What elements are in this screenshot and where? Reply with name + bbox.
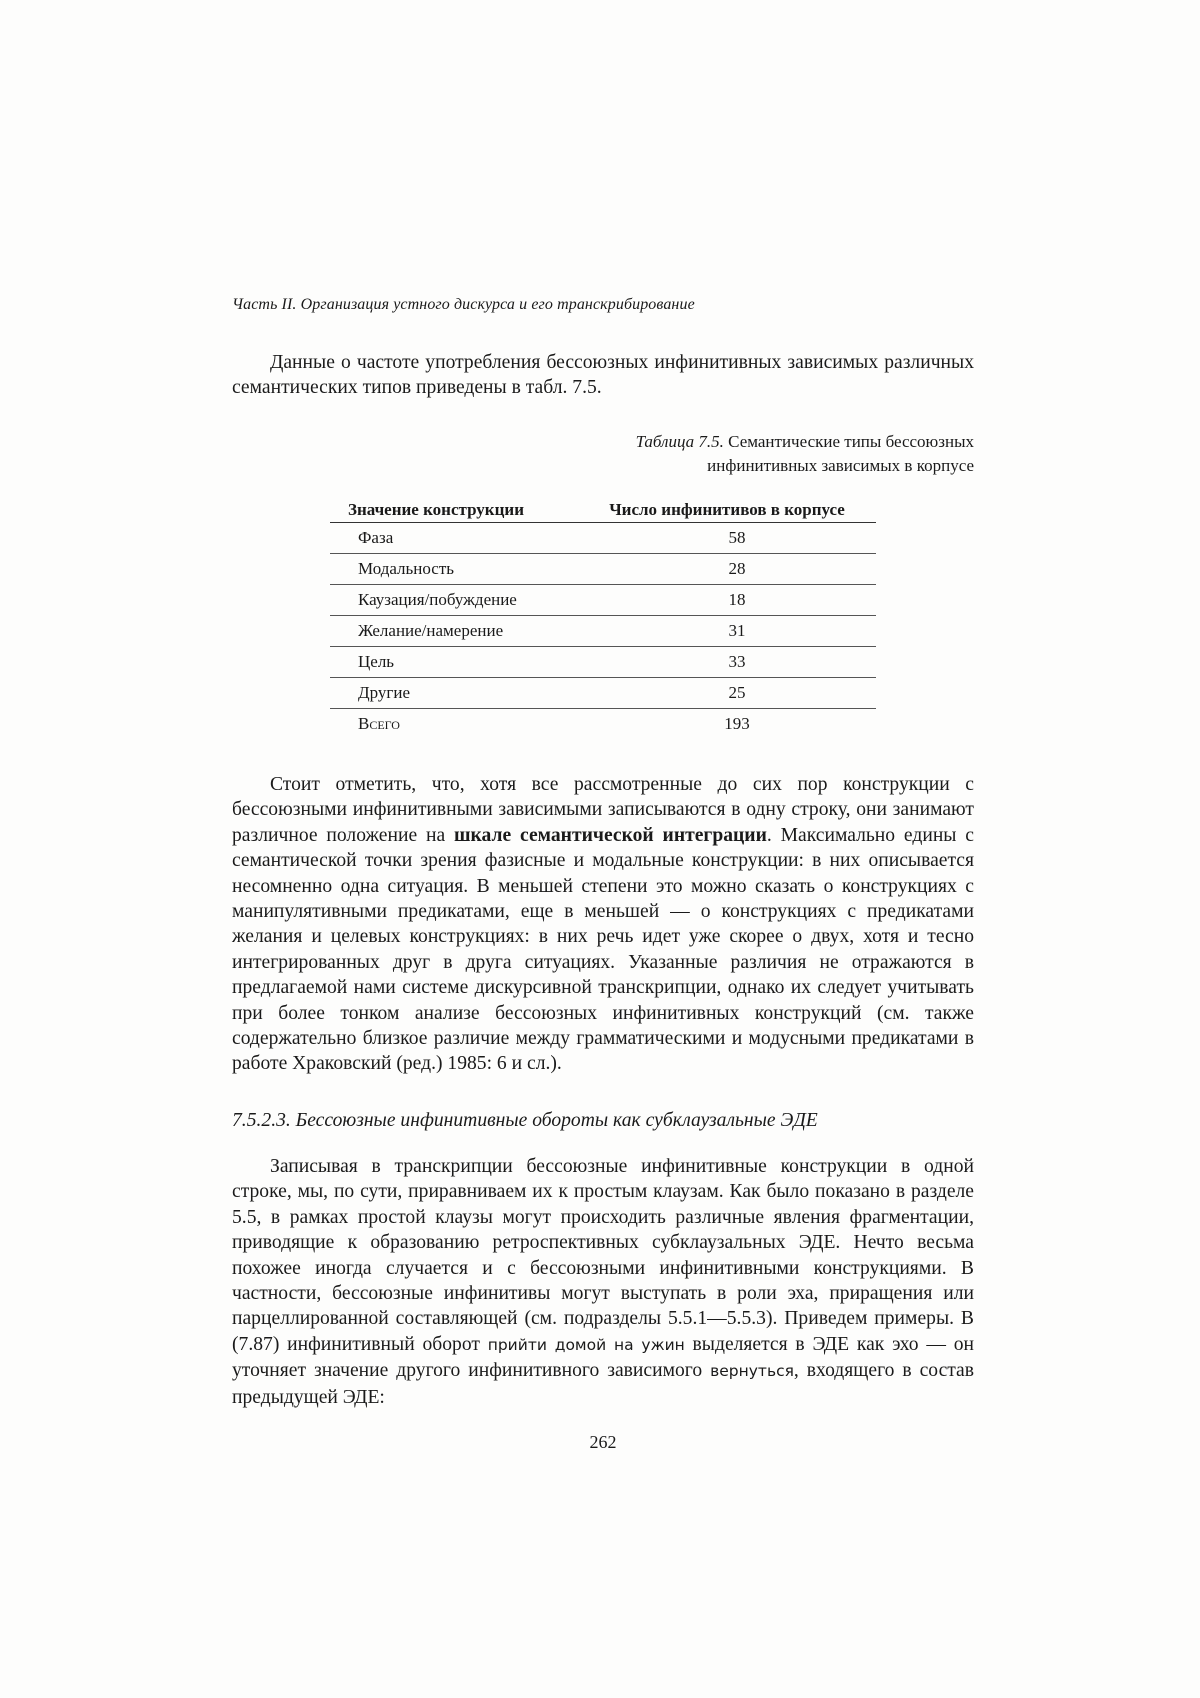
table-row	[330, 678, 876, 709]
total-label: Всего	[358, 714, 400, 733]
table-caption-label: Таблица 7.5.	[635, 432, 724, 451]
row-value: 25	[578, 678, 876, 709]
table-caption-line2: инфинитивных зависимых в корпусе	[707, 456, 974, 475]
paragraph-text: . Максимально едины с семантической точки зрения фазисные и модальные конструкции: в них описывается несомненно одна ситуация. В меньшей степени это можно сказать о конструкциях с манипулятивными предикатами, еще в меньшей — о конструкциях с предикатами желания и целевых конструкциях: в них речь идет уже скорее о двух, хотя и тесно интегрированных друг в друга ситуациях. Указанные различия не отражаются в предлагаемой нами системе дискурсивной транскрипции, однако их следует учитывать при более тонком анализе бессоюзных инфинитивных конструкций (см. также содержательно близкое различие между грамматическими и модусными предикатами в работе Храковский (ред.) 1985: 6 и сл.).	[232, 824, 974, 1075]
total-value: 193	[724, 714, 750, 733]
row-value: 31	[578, 616, 876, 647]
row-value: 58	[578, 523, 876, 554]
table-row	[330, 585, 876, 616]
bold-term: шкале семантической интеграции	[454, 824, 767, 846]
row-name: Цель	[330, 647, 578, 678]
paragraph-text: Стоит отметить, что, хотя все рассмотренные до сих пор конструкции с бессоюзными инфинитивными зависимыми записываются в одну строку, они занимают различное положение на	[232, 774, 974, 846]
table-total-row	[330, 709, 876, 740]
running-head: Часть II. Организация устного дискурса и его транскрибирование	[232, 296, 695, 313]
table-row	[330, 616, 876, 647]
table-caption-line1	[636, 430, 974, 454]
example-phrase: прийти домой на ужин	[487, 1335, 685, 1354]
example-word: вернуться	[710, 1362, 794, 1381]
document-page	[232, 0, 974, 1698]
row-name: Другие	[330, 678, 578, 709]
intro-paragraph: Данные о частоте употребления бессоюзных инфинитивных зависимых различных семантических типов приведены в табл. 7.5.	[232, 352, 974, 399]
paragraph-subclausal	[232, 1154, 974, 1410]
row-name: Желание/намерение	[330, 616, 578, 647]
table-header-row	[330, 490, 876, 523]
table-caption-text1: Семантические типы бессоюзных	[723, 432, 974, 451]
subsection-heading: 7.5.2.3. Бессоюзные инфинитивные обороты как субклаузальные ЭДЕ	[232, 1110, 818, 1131]
table-caption	[636, 430, 974, 478]
row-name: Модальность	[330, 554, 578, 585]
table-row	[330, 554, 876, 585]
column-header-meaning: Значение конструкции	[330, 490, 578, 523]
paragraph-text: , входящего в состав предыдущей ЭДЕ:	[232, 1360, 975, 1408]
column-header-count: Число инфинитивов в корпусе	[578, 490, 876, 523]
table-row	[330, 523, 876, 554]
paragraph-text: Записывая в транскрипции бессоюзные инфинитивные конструкции в одной строке, мы, по сути, приравниваем их к простым клаузам. Как было показано в разделе 5.5, в рамках простой клаузы могут происходить различные явления фрагментации, приводящие к образованию ретроспективных субклаузальных ЭДЕ. Нечто весьма похожее иногда случается и с бессоюзными инфинитивными конструкциями. В частности, бессоюзные инфинитивы могут выступать в роли эха, приращения или парцеллированной составляющей (см. подразделы 5.5.1—5.5.3). Приведем примеры. В (7.87) инфинитивный оборот	[232, 1156, 974, 1355]
row-value: 18	[578, 585, 876, 616]
paragraph-text: выделяется в ЭДЕ как эхо — он уточняет значение другого инфинитивного зависимого	[232, 1333, 974, 1382]
row-value: 33	[578, 647, 876, 678]
paragraph-semantic-integration	[232, 772, 974, 1077]
row-name: Фаза	[330, 523, 578, 554]
table-row	[330, 647, 876, 678]
row-name: Каузация/побуждение	[330, 585, 578, 616]
row-value: 28	[578, 554, 876, 585]
page-number: 262	[589, 1432, 617, 1452]
frequency-table	[330, 490, 876, 739]
